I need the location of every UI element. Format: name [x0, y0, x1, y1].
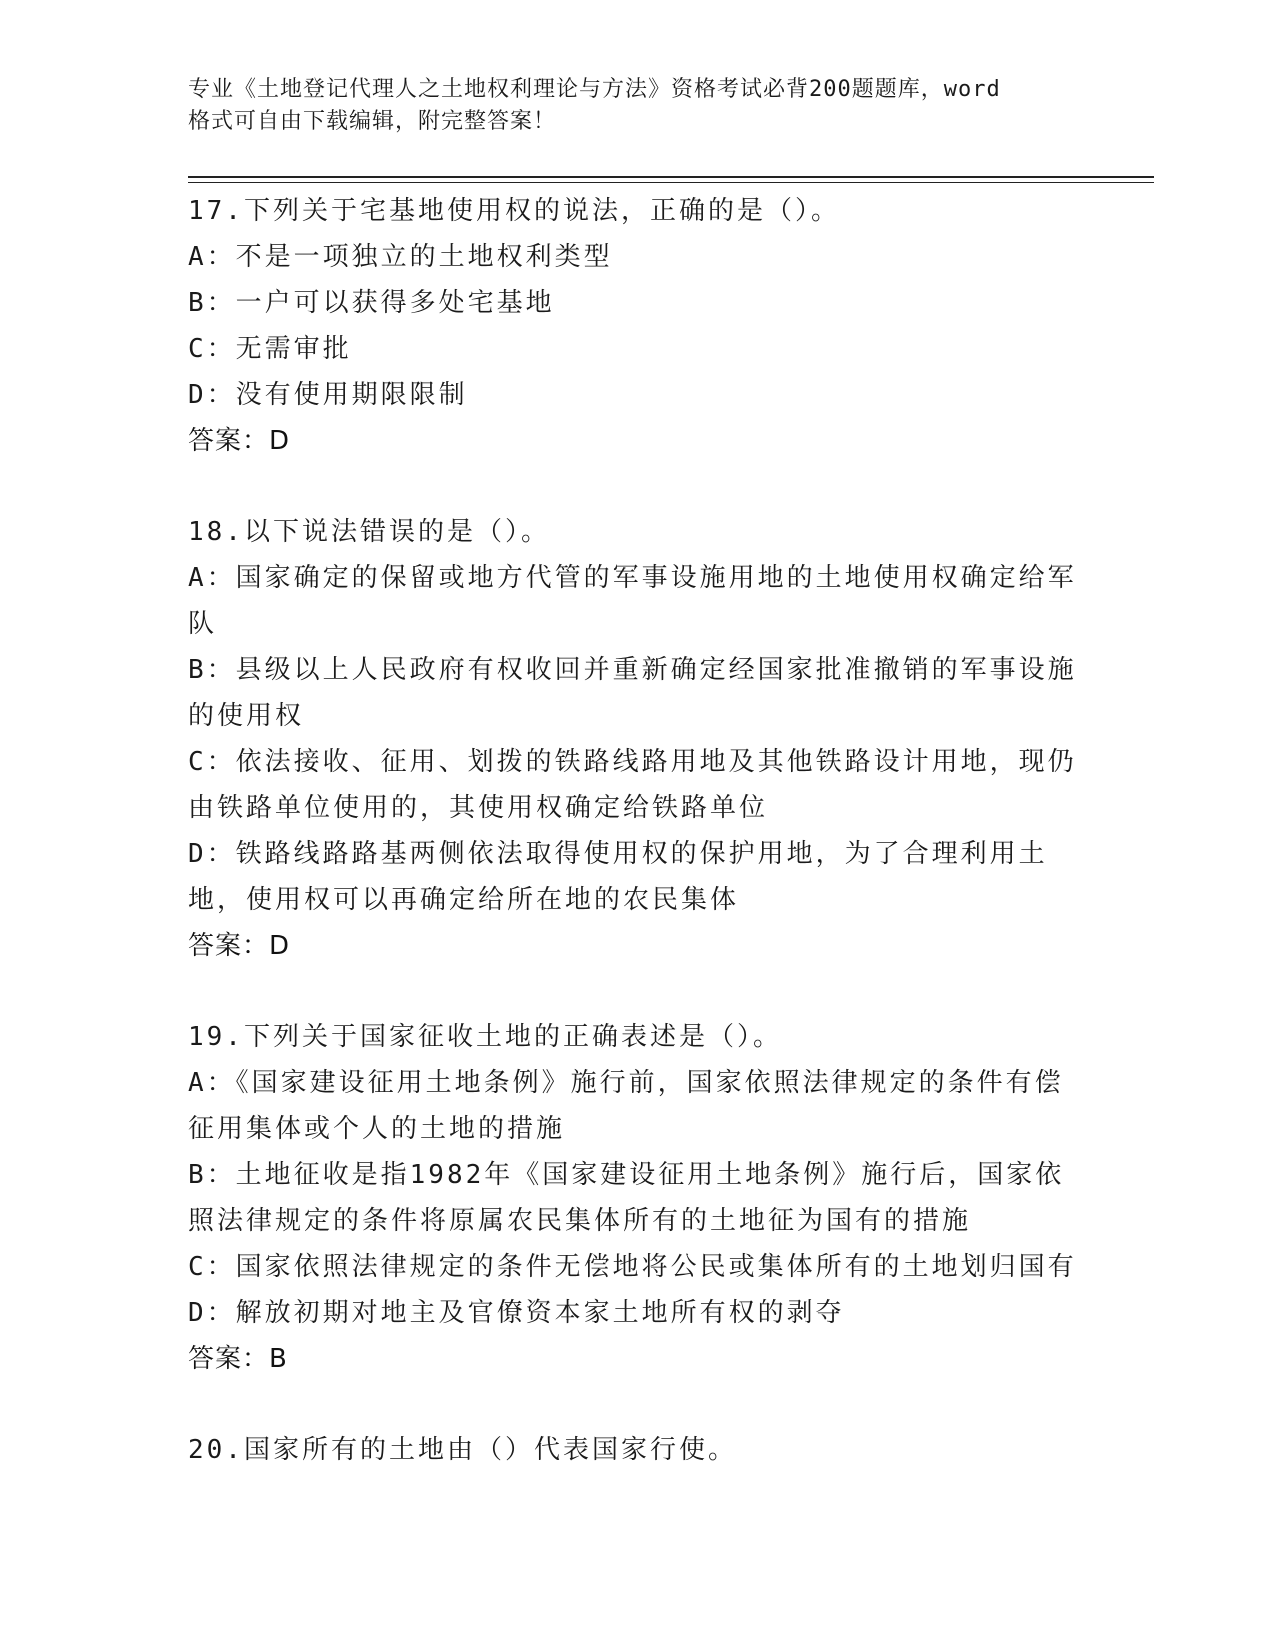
option-b: B：县级以上人民政府有权收回并重新确定经国家批准撤销的军事设施的使用权 — [188, 655, 1077, 731]
option-c: C：依法接收、征用、划拨的铁路线路用地及其他铁路设计用地，现仍由铁路单位使用的，其使用权确定给铁路单位 — [188, 747, 1077, 823]
option-c: C：无需审批 — [188, 334, 352, 364]
header-title-line-2: 格式可自由下载编辑，附完整答案！ — [188, 109, 557, 134]
option-d: D：铁路线路路基两侧依法取得使用权的保护用地，为了合理利用土地，使用权可以再确定给所在地的农民集体 — [188, 839, 1048, 915]
option-d: D：解放初期对地主及官僚资本家土地所有权的剥夺 — [188, 1298, 845, 1328]
document-header — [188, 74, 1088, 138]
option-c: C：国家依照法律规定的条件无偿地将公民或集体所有的土地划归国有 — [188, 1252, 1077, 1282]
header-divider-thick — [188, 176, 1154, 178]
answer-label: 答案：B — [188, 1344, 288, 1374]
question-19 — [188, 1014, 1088, 1382]
option-b: B：土地征收是指1982年《国家建设征用土地条例》施行后，国家依照法律规定的条件将原属农民集体所有的土地征为国有的措施 — [188, 1160, 1065, 1236]
option-d: D：没有使用期限限制 — [188, 380, 468, 410]
option-a: A：《国家建设征用土地条例》施行前，国家依照法律规定的条件有偿征用集体或个人的土地的措施 — [188, 1068, 1064, 1144]
question-stem: 20.国家所有的土地由（）代表国家行使。 — [188, 1435, 737, 1465]
question-17 — [188, 188, 1088, 464]
question-18 — [188, 509, 1088, 969]
answer-label: 答案：D — [188, 426, 291, 456]
option-a: A：国家确定的保留或地方代管的军事设施用地的土地使用权确定给军队 — [188, 563, 1077, 639]
option-a: A：不是一项独立的土地权利类型 — [188, 242, 613, 272]
question-stem: 18.以下说法错误的是（）。 — [188, 517, 550, 547]
question-stem: 17.下列关于宅基地使用权的说法，正确的是（）。 — [188, 196, 840, 226]
option-b: B：一户可以获得多处宅基地 — [188, 288, 555, 318]
answer-label: 答案：D — [188, 931, 291, 961]
header-divider-thin — [188, 182, 1154, 183]
header-title-line-1: 专业《土地登记代理人之土地权利理论与方法》资格考试必背200题题库，word — [188, 77, 1001, 102]
question-list — [188, 188, 1088, 1518]
question-20 — [188, 1427, 1088, 1473]
question-stem: 19.下列关于国家征收土地的正确表述是（）。 — [188, 1022, 782, 1052]
